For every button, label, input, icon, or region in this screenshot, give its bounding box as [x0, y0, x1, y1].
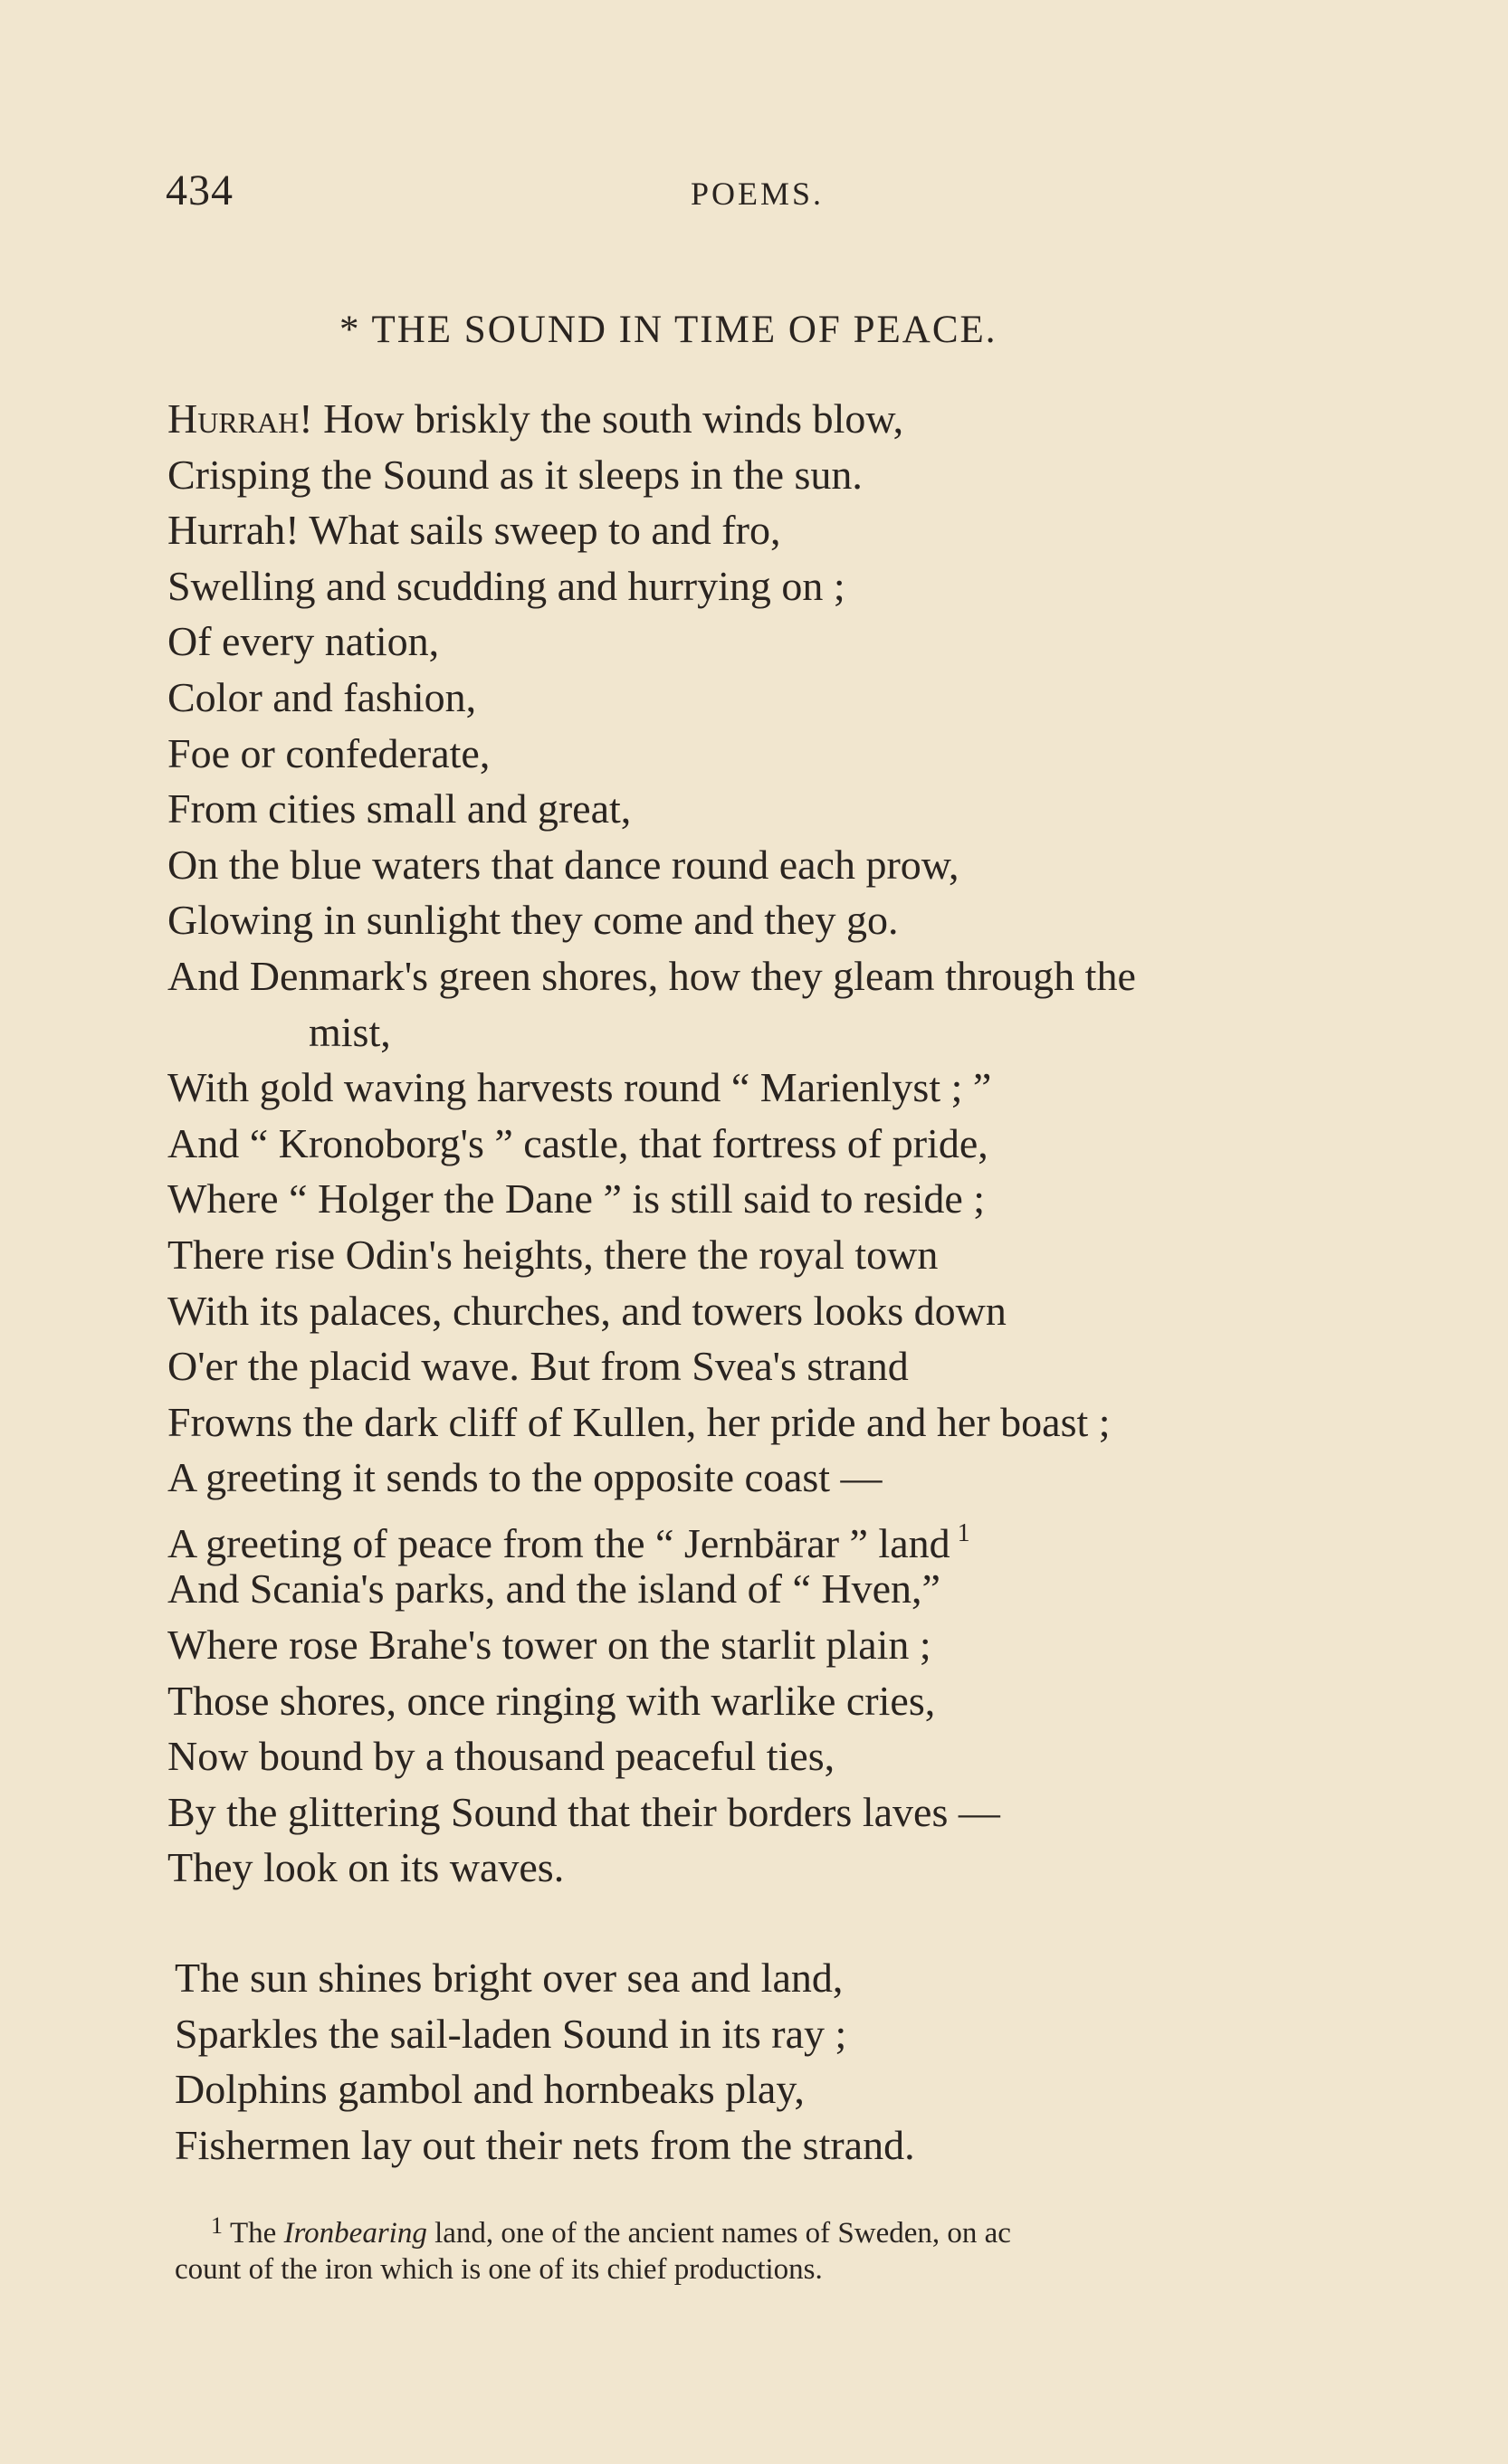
footnote-mark: 1: [211, 2212, 223, 2239]
running-head: POEMS.: [691, 176, 825, 212]
footnote-reference: 1: [957, 1518, 970, 1547]
poem-line: Sparkles the sail-laden Sound in its ray ;: [175, 2010, 847, 2057]
poem-line: Hurrah! What sails sweep to and fro,: [167, 507, 781, 554]
poem-line: And Scania's parks, and the island of “ Hven,”: [167, 1565, 940, 1613]
page-number: 434: [166, 166, 234, 214]
poem-line: And Denmark's green shores, how they gleam through the: [167, 952, 1136, 999]
poem-line-continuation: mist,: [309, 1008, 391, 1055]
poem-line: Swelling and scudding and hurrying on ;: [167, 562, 845, 609]
footnote-line: [175, 2208, 1351, 2251]
poem-line: Dolphins gambol and hornbeaks play,: [175, 2066, 805, 2113]
poem-line: With its palaces, churches, and towers looks down: [167, 1287, 1007, 1334]
poem-line: [167, 1506, 1371, 1566]
poem-line: Those shores, once ringing with warlike cries,: [167, 1677, 936, 1724]
poem-line: Now bound by a thousand peaceful ties,: [167, 1733, 835, 1780]
poem-line: Foe or confederate,: [167, 729, 491, 776]
poem-line: They look on its waves.: [167, 1844, 565, 1891]
poem-line: Glowing in sunlight they come and they go.: [167, 897, 899, 944]
poem-line: Color and fashion,: [167, 673, 477, 720]
opening-line-rest: ! How briskly the south winds blow,: [299, 395, 904, 442]
poem-line: A greeting it sends to the opposite coast —: [167, 1454, 883, 1501]
poem-line: The sun shines bright over sea and land,: [175, 1955, 844, 2001]
poem-line: Crisping the Sound as it sleeps in the sun.: [167, 451, 863, 498]
footnote-italic-term: Ironbearing: [283, 2217, 427, 2250]
poem-line: On the blue waters that dance round each prow,: [167, 841, 959, 888]
poem-line: Fishermen lay out their nets from the strand.: [175, 2121, 915, 2168]
poem-line: Frowns the dark cliff of Kullen, her pride and her boast ;: [167, 1398, 1111, 1445]
poem-line-text: A greeting of peace from the “ Jernbärar ” land: [167, 1519, 950, 1566]
poem-line: [167, 391, 1371, 447]
footnote-text-rest: land, one of the ancient names of Sweden, on ac: [426, 2217, 1011, 2250]
poem-line: With gold waving harvests round “ Marienlyst ; ”: [167, 1064, 992, 1111]
page-header: [166, 166, 1342, 220]
poem-line: And “ Kronoborg's ” castle, that fortress of pride,: [167, 1119, 988, 1166]
stanza-2: [175, 1950, 1379, 2173]
footnote-text-start: The: [230, 2217, 284, 2250]
poem-line: There rise Odin's heights, there the royal town: [167, 1231, 939, 1278]
footnote-line: count of the iron which is one of its chief productions.: [175, 2253, 823, 2286]
poem-line: Of every nation,: [167, 618, 440, 665]
opening-word: Hurrah: [167, 395, 300, 442]
poem-line: From cities small and great,: [167, 785, 632, 832]
footnote: [175, 2208, 1351, 2288]
poem-line: O'er the placid wave. But from Svea's strand: [167, 1343, 909, 1390]
poem-title: * THE SOUND IN TIME OF PEACE.: [339, 309, 997, 351]
poem-line: Where rose Brahe's tower on the starlit plain ;: [167, 1622, 931, 1669]
stanza-1: [167, 391, 1371, 1896]
poem-line: By the glittering Sound that their borders laves —: [167, 1788, 1000, 1835]
poem-line: Where “ Holger the Dane ” is still said to reside ;: [167, 1175, 986, 1222]
